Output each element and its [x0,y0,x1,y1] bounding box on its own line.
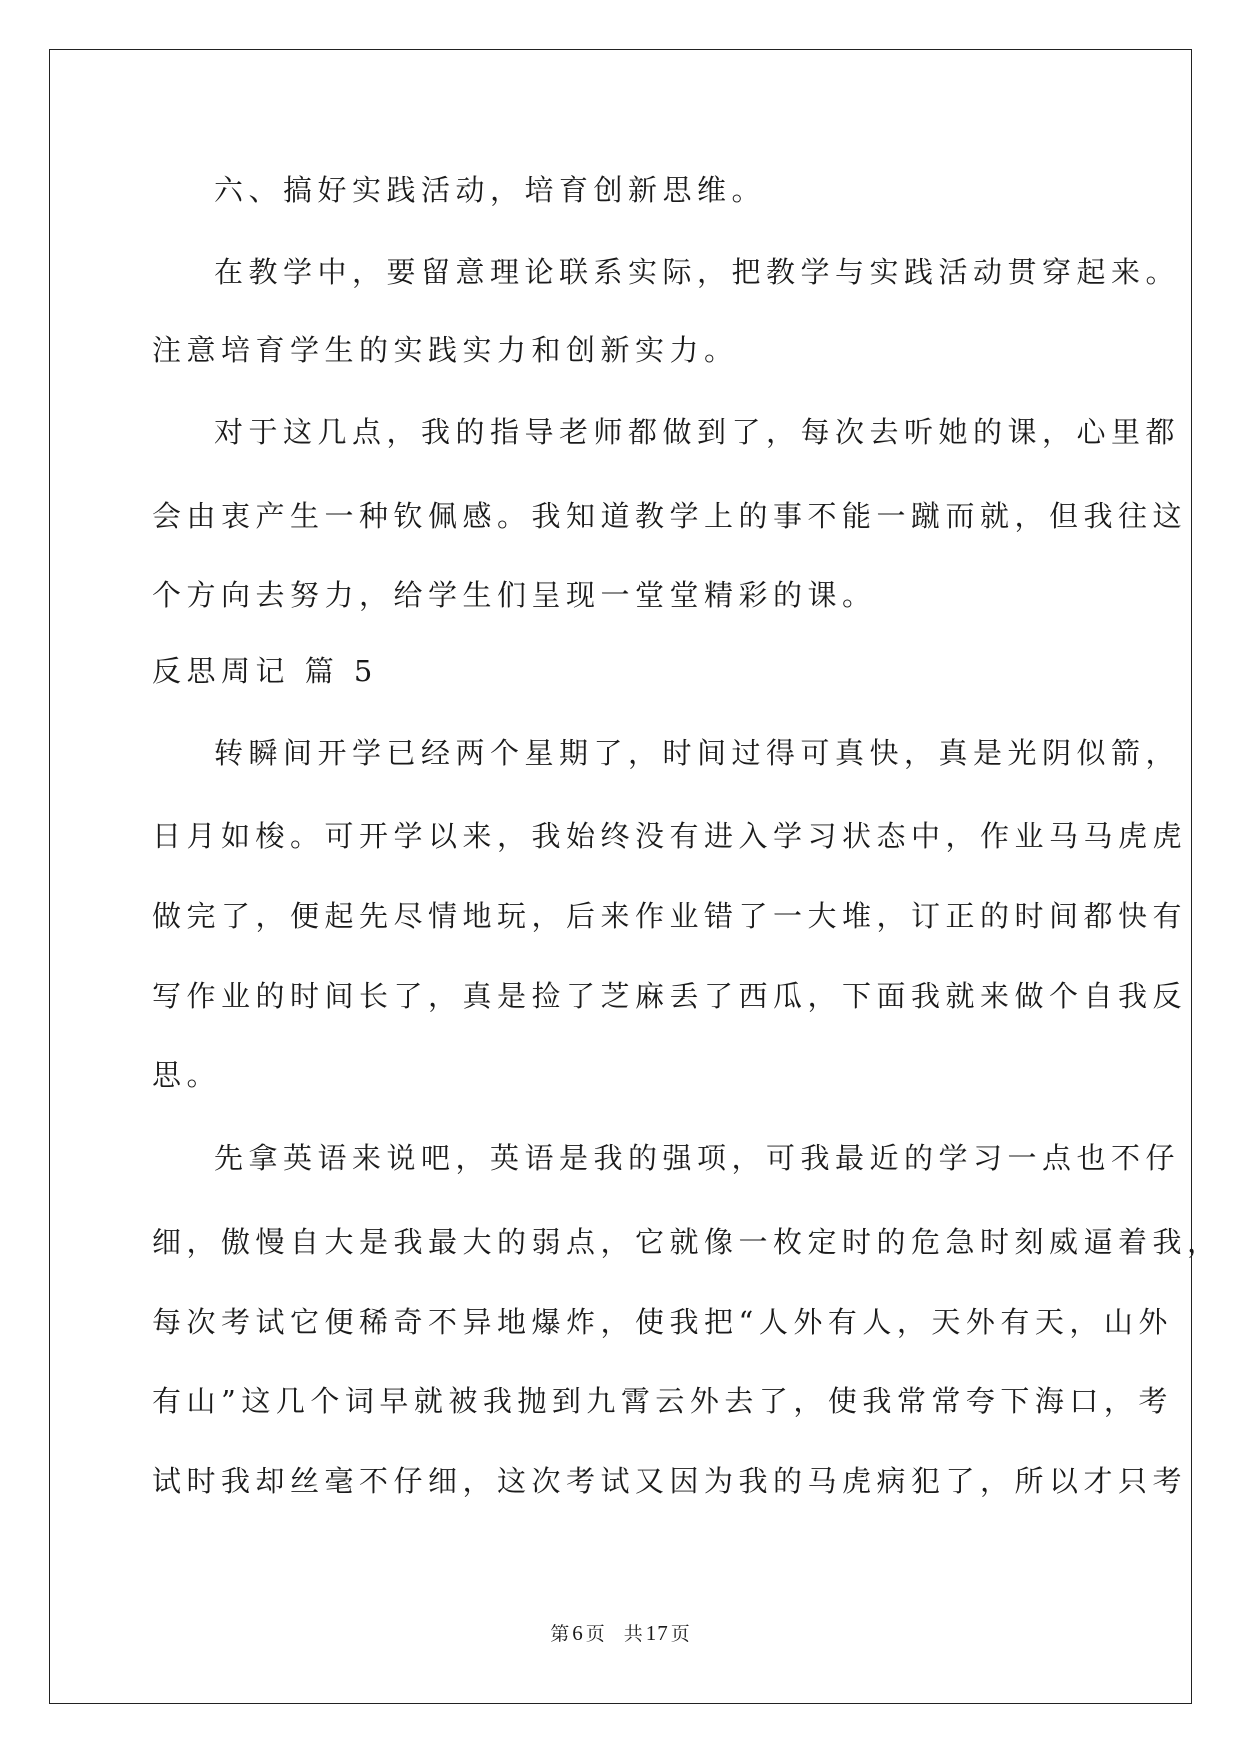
footer-total-unit: 页 [670,1623,691,1645]
footer-page-unit: 页 [585,1623,606,1645]
article-title: 反思周记 篇 5 [152,654,378,688]
current-page-number: 6 [572,1621,584,1645]
paragraph-line: 每次考试它便稀奇不异地爆炸，使我把“人外有人，天外有天，山外 [152,1305,1173,1339]
paragraph-line: 做完了，便起先尽情地玩，后来作业错了一大堆，订正的时间都快有 [152,899,1188,933]
total-pages-number: 17 [645,1621,669,1645]
paragraph-line: 写作业的时间长了，真是捡了芝麻丢了西瓜，下面我就来做个自我反 [152,979,1188,1013]
paragraph-line: 注意培育学生的实践实力和创新实力。 [152,333,739,367]
paragraph-line: 日月如梭。可开学以来，我始终没有进入学习状态中，作业马马虎虎 [152,819,1188,853]
footer-prefix: 第 [550,1623,571,1645]
paragraph-line: 会由衷产生一种钦佩感。我知道教学上的事不能一蹴而就，但我往这 [152,499,1188,533]
page-footer [0,1619,1241,1646]
paragraph-line: 有山”这几个词早就被我抛到九霄云外去了，使我常常夸下海口，考 [152,1384,1173,1418]
footer-total-prefix: 共 [623,1623,644,1645]
paragraph-line: 细，傲慢自大是我最大的弱点，它就像一枚定时的危急时刻威逼着我， [152,1225,1222,1259]
paragraph-line: 在教学中，要留意理论联系实际，把教学与实践活动贯穿起来。 [214,255,1181,289]
page-border [49,49,1192,1704]
section-heading-six: 六、搞好实践活动，培育创新思维。 [214,173,767,207]
paragraph-line: 转瞬间开学已经两个星期了，时间过得可真快，真是光阴似箭， [214,736,1181,770]
paragraph-line: 试时我却丝毫不仔细，这次考试又因为我的马虎病犯了，所以才只考 [152,1464,1188,1498]
paragraph-line: 对于这几点，我的指导老师都做到了，每次去听她的课，心里都 [214,415,1181,449]
paragraph-line: 先拿英语来说吧，英语是我的强项，可我最近的学习一点也不仔 [214,1141,1181,1175]
paragraph-line: 思。 [152,1058,222,1092]
paragraph-line: 个方向去努力，给学生们呈现一堂堂精彩的课。 [152,578,877,612]
